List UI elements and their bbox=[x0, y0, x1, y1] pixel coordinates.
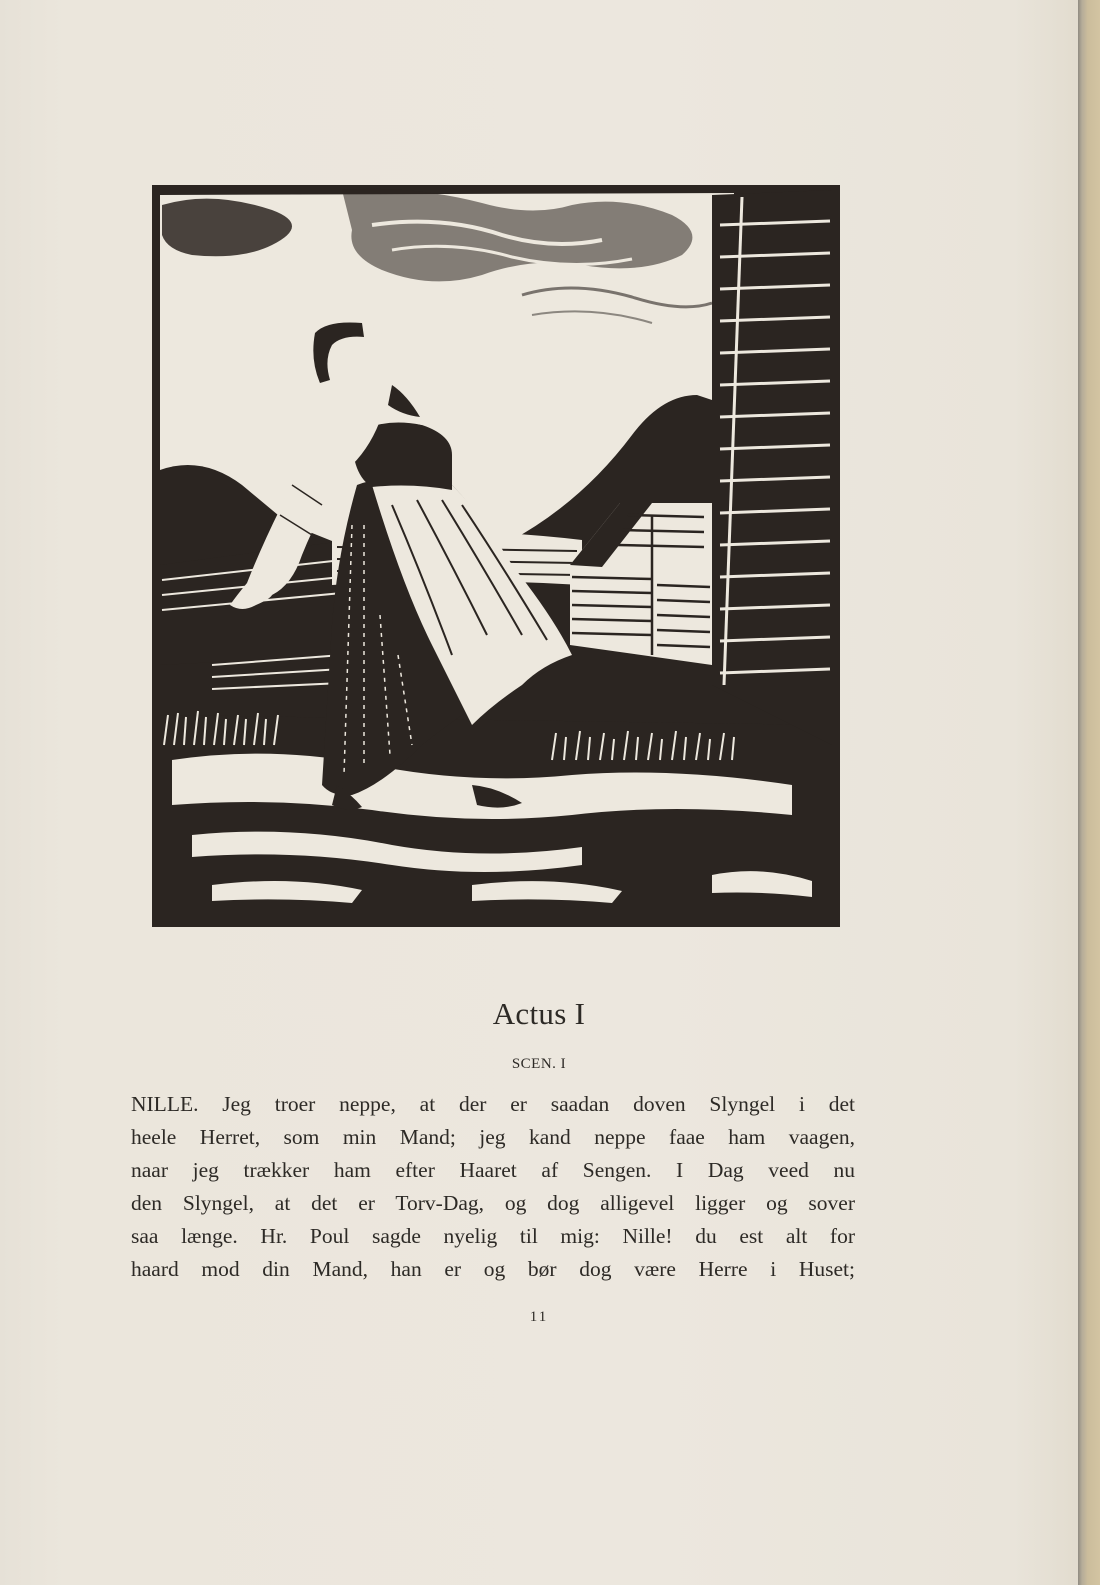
text-line: saa længe. Hr. Poul sagde nyelig til mig: Nille! du est alt for bbox=[131, 1224, 855, 1248]
scene-label: SCEN. I bbox=[511, 1056, 567, 1072]
act-title: Actus I bbox=[492, 996, 586, 1031]
page-edge bbox=[1078, 0, 1100, 1585]
text-line: naar jeg trækker ham efter Haaret af Sengen. I Dag veed nu bbox=[131, 1158, 855, 1182]
text-line: heele Herret, som min Mand; jeg kand neppe faae ham vaagen, bbox=[131, 1125, 855, 1149]
text-line: den Slyngel, at det er Torv-Dag, og dog alligevel ligger og sover bbox=[131, 1191, 855, 1215]
page-number: 11 bbox=[529, 1309, 549, 1325]
text-line: haard mod din Mand, han er og bør dog være Herre i Huset; bbox=[131, 1257, 855, 1281]
woodcut-illustration bbox=[152, 185, 840, 927]
body-text bbox=[131, 1088, 855, 1286]
text-line: NILLE. Jeg troer neppe, at der er saadan doven Slyngel i det bbox=[131, 1092, 855, 1116]
woodcut-woman-farmyard-icon bbox=[152, 185, 840, 927]
